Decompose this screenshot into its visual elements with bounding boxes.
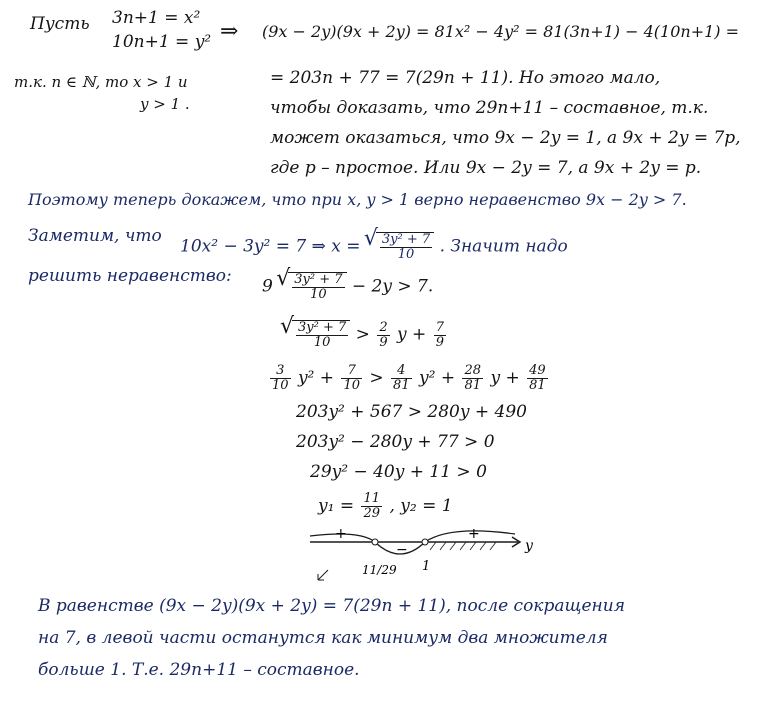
axis-label-y: y [525,538,533,554]
math-l7-den: 29 [363,506,381,521]
math-line-7 [318,492,453,521]
math-l7-b: , y₂ = 1 [389,496,453,516]
root-point-2 [422,539,428,545]
sqrt-denominator: 10 [397,247,415,262]
blue-equation-tail: . Значит надо [439,236,568,257]
math-l1-num: √ 3y² + 7 [294,272,343,287]
root-label-1: 11/29 [362,563,397,577]
blue-equation [180,232,568,262]
math-l3-gt: > [369,368,384,388]
math-l2-f1-num: 2 [379,319,388,335]
blue-line-1: Поэтому теперь докажем, что при x, y > 1 верно неравенство 9x − 2y > 7. [28,190,687,209]
math-l2-f1-den: 9 [379,334,388,350]
conclusion-line-1: В равенстве (9x − 2y)(9x + 2y) = 7(29n + 11), после сокращения [38,596,625,616]
sign-chart-numberline [300,520,540,590]
math-line-5: 203y² − 280y + 77 > 0 [296,432,495,452]
conclusion-line-2: на 7, в левой части останутся как минимум два множителя [38,628,608,648]
math-l3-e: y² + [419,368,456,388]
math-l3-h-den: 81 [529,378,546,393]
math-l7-num: 11 [363,491,381,506]
intro-eq2: 10n+1 = y² [112,32,212,52]
root-point-1 [372,539,378,545]
math-l7-a: y₁ = [318,496,355,516]
math-l2-gt: > [355,324,376,345]
math-l2-sqrt [292,320,350,350]
implies-arrow: ⇒ [220,19,239,44]
text-line-1: = 203n + 77 = 7(29n + 11). Но этого мало, [270,68,661,88]
text-line-2: чтобы доказать, что 29n+11 – составное, т.к. [270,98,709,118]
blue-line-5: решить неравенство: [28,266,232,286]
hatching-left-arrow [318,570,328,580]
blue-line-2: Заметим, что [28,226,162,246]
math-l3-f-den: 81 [464,378,482,393]
math-line-1 [262,272,433,302]
blue-equation-lhs: 10x² − 3y² = 7 ⇒ x = [180,236,361,257]
math-l3-h-num: 49 [529,363,546,378]
text-line-4: где p – простое. Или 9x − 2y = 7, а 9x + 2y = p. [270,158,702,178]
intro-condition: т.к. n ∈ ℕ, то x > 1 и [14,73,188,91]
sign-plus-right: + [468,526,480,542]
math-l3-a-num: 3 [270,364,291,379]
math-l2-f2-den: 9 [435,334,444,350]
intro-eq1: 3n+1 = x² [112,8,201,28]
math-l3-c-num: 7 [341,364,362,379]
math-l3-d-den: 81 [393,378,410,393]
math-l2-f2-num: 7 [435,319,444,335]
intro-expansion: (9x − 2y)(9x + 2y) = 81x² − 4y² = 81(3n+1) − 4(10n+1) = [262,22,740,41]
math-l3-d-num: 4 [391,364,412,379]
math-l2-mid: y + [397,324,427,345]
math-l1-coef: 9 [262,276,273,297]
math-l2-den: 10 [313,335,331,350]
math-l3-f-num: 28 [464,363,482,378]
sign-plus-left: + [335,526,347,542]
math-l3-b: y² + [297,368,335,388]
hatching-right [430,542,496,550]
math-l1-sqrt [288,272,346,302]
math-l3-c-den: 10 [343,378,360,393]
math-l2-num: √ 3y² + 7 [298,320,347,335]
root-label-2: 1 [422,559,431,574]
math-line-4: 203y² + 567 > 280y + 490 [296,402,527,422]
math-line-3 [268,364,550,393]
text-line-3: может оказаться, что 9x − 2y = 1, а 9x + 2y = 7p, [270,128,741,148]
sign-minus: − [396,542,408,558]
math-l3-a-den: 10 [272,378,289,393]
math-l1-right: − 2y > 7. [351,276,434,297]
intro-condition-y: y > 1 . [140,95,190,113]
math-line-2 [282,320,448,350]
math-line-6: 29y² − 40y + 11 > 0 [310,462,487,482]
sqrt-numerator: √ 3y² + 7 [381,232,431,247]
math-l3-g: y + [490,368,520,388]
math-l1-den: 10 [310,287,327,302]
sqrt-expression [376,232,434,262]
conclusion-line-3: больше 1. Т.е. 29n+11 – составное. [38,660,360,680]
intro-let: Пусть [30,14,90,34]
